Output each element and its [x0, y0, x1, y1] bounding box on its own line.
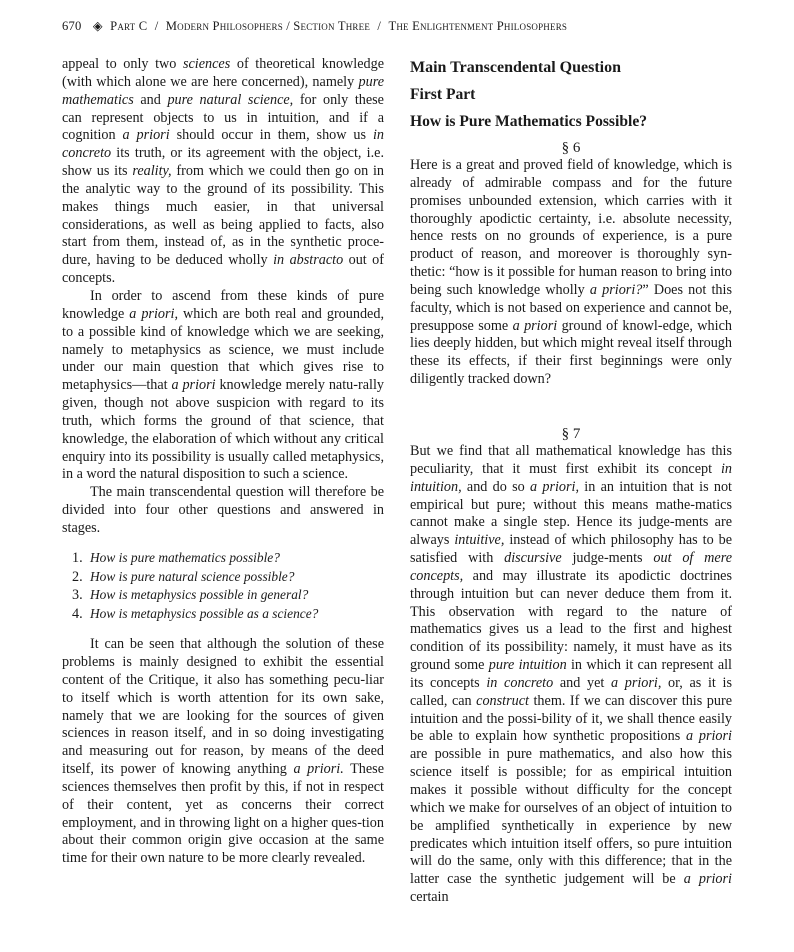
section-6-mark: § 6: [561, 140, 581, 156]
paragraph-3: The main transcendental question will therefore be divided into four other questions and answered in stages.: [62, 484, 384, 536]
italic-phrase: sciences: [182, 56, 231, 72]
section-gap: [410, 389, 732, 425]
italic-phrase: in concreto: [62, 127, 384, 162]
question-list: [72, 549, 384, 624]
header-slash: /: [154, 19, 159, 33]
italic-phrase: a priori: [683, 871, 732, 888]
italic-phrase: pure mathematics: [62, 73, 384, 108]
part-label: Part C: [110, 19, 148, 33]
question-heading: How is Pure Mathematics Possible?: [410, 113, 648, 130]
list-item: 2. How is pure natural science possible?: [72, 568, 295, 585]
italic-phrase: discursive: [504, 550, 562, 567]
italic-phrase: a priori?: [589, 281, 643, 298]
list-item: 4. How is metaphysics possible as a science?: [72, 606, 319, 623]
main-heading: Main Transcendental Question: [410, 59, 621, 76]
right-column: [410, 56, 732, 907]
chapter-label: The Enlightenment Philosophers: [388, 19, 568, 33]
italic-phrase: construct: [476, 692, 529, 709]
section-7-text: But we find that all mathematical knowledge has this peculiarity, that it must first exhibit its concept in intuition, and do so a priori, in an intuition that is not empirical but pure; without this means mathe-matics cannot make a single step. Hence its judge-ments are always intuitive, instead of which philosophy has to be satisfied with discursive judge-ments out of mere concepts, and may illustrate its apodictic doctrines through intuition but can never deduce them from it. This observation with regard to the nature of mathematics gives us a lead to the first and highest condition of its possibility: namely, it must have as its ground some pure intuition in which it can represent all its concepts in concreto and yet a priori, or, as it is called, can construct them. If we can discover this pure intuition and the possi-bility of it, we shall thence easily be able to explain how synthetic propositions a priori are possible in pure mathematics, and also how this science itself is possible; for as empirical intuition makes it possible without difficulty for the concept which we make for ourselves of an object of intuition to be amplified synthetically in experience by new predicates which intuition itself offers, so pure intuition will do the same, only with this difference; that in the latter case the synthetic judgement will be a priori certain: [410, 442, 733, 906]
italic-phrase: in intuition,: [410, 460, 732, 495]
list-item: 1. How is pure mathematics possible?: [72, 549, 280, 566]
italic-phrase: pure intuition: [488, 657, 567, 674]
list-item: 3. How is metaphysics possible in general?: [72, 587, 309, 604]
italic-phrase: intuitive,: [454, 532, 505, 549]
italic-phrase: out of mere concepts,: [410, 550, 732, 584]
paragraph-2: In order to ascend from these kinds of pure knowledge a priori, which are both real and grounded, to a possible kind of knowledge which we are seeking, namely to metaphysics as science, we must include under our main question that which gives rise to metaphysics—that a priori knowledge merely natu-rally given, though not above suspicion with regard to its truth, which forms the ground of that science, that knowledge, the elaboration of which without any critical enquiry into its possibility is usually called metaphysics, in a word the natural disposition to such a science.: [62, 287, 384, 483]
header-slash-2: /: [377, 19, 382, 33]
italic-phrase: a priori,: [610, 674, 662, 691]
paragraph-1: appeal to only two sciences of theoretical knowledge (with which alone we are here concerned), namely pure mathematics and pure natural science, for only these can represent objects to us in intuition, and if a cognition a priori should occur in them, show us in concreto its truth, or its agreement with the object, i.e. show us its reality, from which we could then go on in the analytic way to the ground of its possibility. This makes things much easier, in that universal considerations, as well as being applied to facts, also start from them, instead of, as in the synthetic proce-dure, having to be deduced wholly in abstracto out of concepts.: [62, 56, 385, 287]
italic-phrase: in concreto: [486, 674, 554, 691]
italic-phrase: a priori: [122, 127, 170, 144]
italic-phrase: a priori.: [293, 761, 344, 778]
italic-phrase: a priori,: [129, 305, 178, 322]
running-head: [62, 18, 754, 34]
italic-phrase: a priori: [171, 377, 216, 394]
italic-phrase: a priori: [512, 317, 558, 334]
part-heading: First Part: [410, 86, 476, 103]
section-6-text: Here is a great and proved field of knowledge, which is already of admirable compass and for the future promises unbounded extension, which carries with it thoroughly apodictic certainty, i.e. absolute necessity, hence rests on no grounds of experience, is a pure product of reason, and moreover is thoroughly syn-thetic: “how is it possible for human reason to bring into being such knowledge wholly a priori?” Does not this faculty, which is not based on experience and cannot be, presuppose some a priori ground of knowl-edge, which lies deeply hidden, but which might reveal itself through these its effects, if their first beginnings were only diligently tracked down?: [410, 157, 732, 388]
italic-phrase: in abstracto: [273, 252, 344, 269]
italic-phrase: a priori,: [530, 478, 580, 495]
italic-phrase: a priori: [686, 728, 732, 745]
left-column: [62, 56, 384, 868]
italic-phrase: reality,: [132, 163, 172, 180]
page-number: 670: [62, 19, 82, 33]
section-label: Modern Philosophers / Section Three: [165, 19, 371, 33]
diamond-icon: ◈: [92, 19, 103, 33]
paragraph-4: It can be seen that although the solution of these problems is mainly designed to exhibit the essential content of the Critique, it also has something pecu-liar to itself which is worth attention for its own sake, namely that we are looking for the sources of given sciences in reason itself, and in so doing investigating and measuring out for reason, by means of the deed itself, its power of knowing anything a priori. These sciences themselves then profit by this, if not in respect of their content, yet as concerns their correct employment, and in throwing light on a higher ques-tion about their common origin give occasion at the same time for their own nature to be more clearly revealed.: [62, 636, 384, 867]
italic-phrase: pure natural science,: [167, 91, 294, 108]
section-7-mark: § 7: [561, 425, 581, 442]
